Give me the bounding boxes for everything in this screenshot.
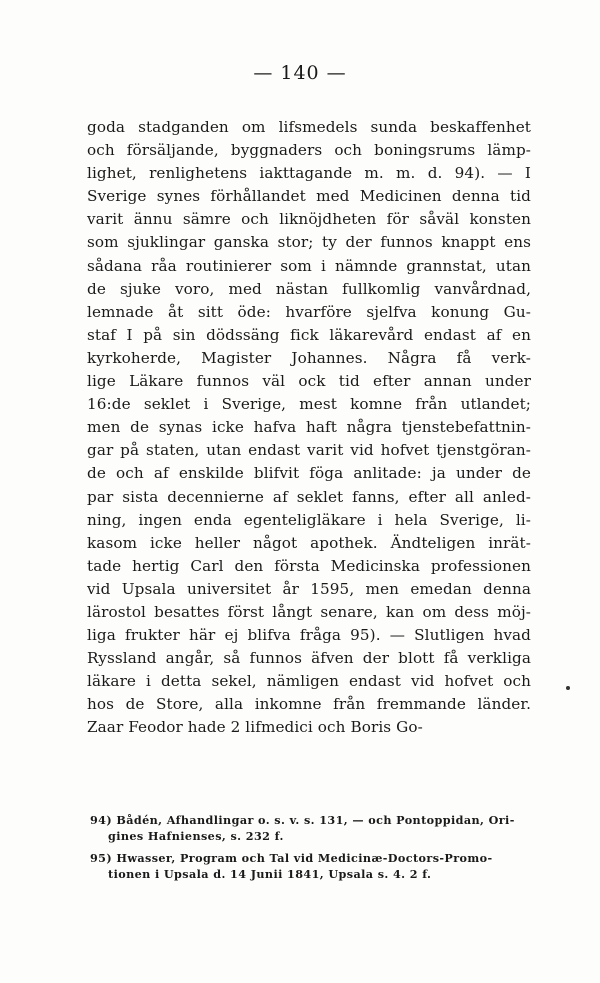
text-line: tade hertig Carl den första Medicinska professionen [87,556,531,575]
footnote-95: 95) Hwasser, Program och Tal vid Medicinæ-Doctors-Promo- [90,851,493,865]
text-line: som sjuklingar ganska stor; ty der funnos knappt ens [87,233,531,252]
footnote-95-continued: tionen i Upsala d. 14 Junii 1841, Upsala s. 4. 2 f. [108,867,432,881]
text-line: par sista decennierne af seklet fanns, efter all anled- [87,487,531,506]
text-line: de och af enskilde blifvit föga anlitade: ja under de [87,464,531,483]
footnote-94: 94) Bådén, Afhandlingar o. s. v. s. 131, — och Pontoppidan, Ori- [90,813,515,827]
text-line: lige Läkare funnos väl ock tid efter annan under [87,372,531,391]
text-line: ning, ingen enda egenteligläkare i hela Sverige, li- [87,510,531,529]
text-line: kyrkoherde, Magister Johannes. Några få verk- [87,348,531,367]
text-line: kasom icke heller något apothek. Ändteligen inrät- [87,533,531,552]
text-line: vid Upsala universitet år 1595, men emedan denna [87,579,531,598]
text-line: Zaar Feodor hade 2 lifmedici och Boris Go- [87,718,423,737]
text-line: och försäljande, byggnaders och boningsrums lämp- [87,141,531,160]
footnote-94-continued: gines Hafnienses, s. 232 f. [108,829,284,843]
main-text [87,116,531,740]
text-line: liga frukter här ej blifva fråga 95). — Slutligen hvad [87,626,531,645]
footnotes [90,812,535,882]
page-header [0,62,600,84]
text-line: men de synas icke hafva haft några tjenstebefattnin- [87,418,531,437]
text-line: varit ännu sämre och liknöjdheten för såväl konsten [87,210,531,229]
margin-mark [566,686,570,690]
text-line: hos de Store, alla inkomne från fremmande länder. [87,695,531,714]
page-number: — 140 — [253,62,347,84]
text-line: de sjuke voro, med nästan fullkomlig vanvårdnad, [87,279,531,298]
text-line: läkare i detta sekel, nämligen endast vid hofvet och [87,672,531,691]
text-line: lemnade åt sitt öde: hvarföre sjelfva konung Gu- [87,302,531,321]
text-line: staf I på sin dödssäng fick läkarevård endast af en [87,325,531,344]
text-line: gar på staten, utan endast varit vid hofvet tjenstgöran- [87,441,531,460]
text-line: sådana råa routinierer som i nämnde grannstat, utan [87,256,531,275]
text-line: 16:de seklet i Sverige, mest komne från utlandet; [87,395,531,414]
text-line: goda stadganden om lifsmedels sunda beskaffenhet [87,118,531,136]
text-line: Ryssland angår, så funnos äfven der blott få verkliga [87,649,531,668]
text-line: lighet, renlighetens iakttagande m. m. d. 94). — I [87,164,531,183]
text-line: Sverige synes förhållandet med Medicinen denna tid [87,187,531,206]
text-line: lärostol besattes först långt senare, kan om dess möj- [87,602,531,621]
